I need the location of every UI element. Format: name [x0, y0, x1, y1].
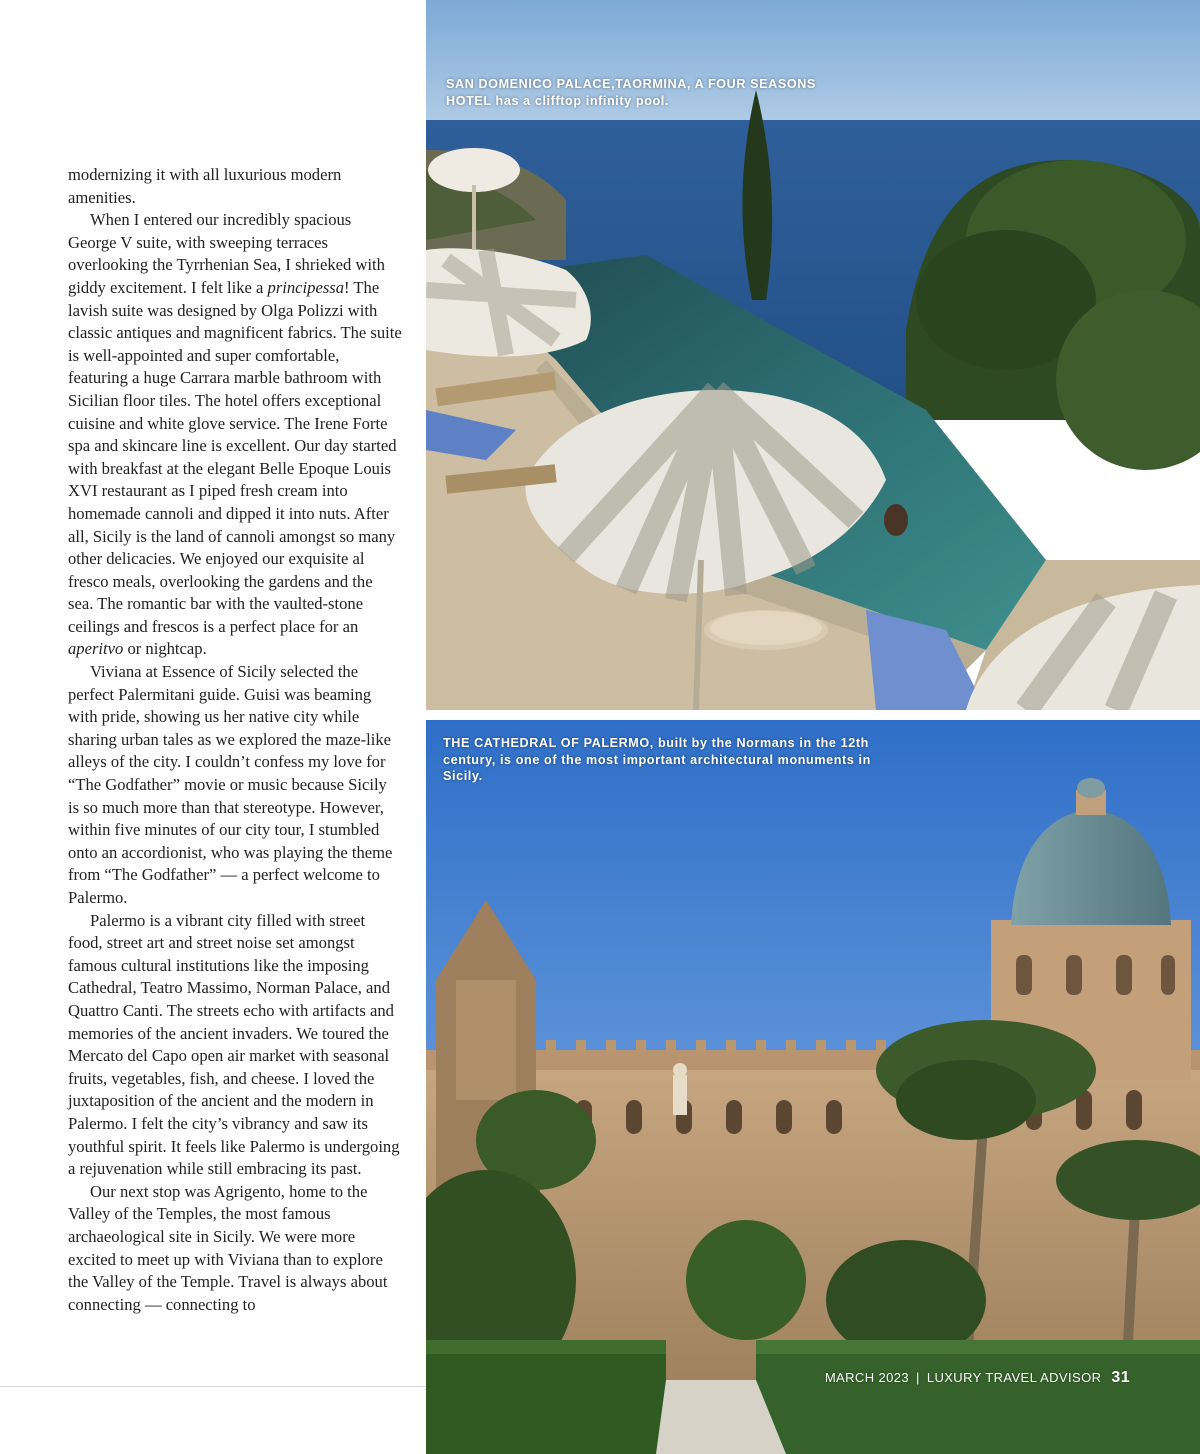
page-folio [825, 1369, 1130, 1387]
caption-pool-lead: SAN DOMENICO PALACE,TAORMINA, A FOUR SEASONS HOTEL [446, 77, 816, 108]
photo-palermo-cathedral [426, 720, 1200, 1454]
article-paragraph [68, 164, 402, 209]
cathedral-illustration [426, 720, 1200, 1454]
article-paragraph [68, 209, 402, 661]
folio-magazine-name: LUXURY TRAVEL ADVISOR [926, 1370, 1102, 1385]
paragraph-text: modernizing it with all luxurious modern amenities. [68, 165, 342, 207]
article-paragraph [68, 1181, 402, 1317]
folio-page-number: 31 [1111, 1369, 1130, 1386]
caption-cathedral-text: built by the Normans in the 12th century, is one of the most important architectural monuments in Sicily. [443, 736, 871, 783]
italic-text: principessa [267, 277, 345, 297]
folio-issue-date: MARCH 2023 [824, 1370, 910, 1385]
folio-separator: | [916, 1370, 920, 1385]
paragraph-text: Viviana at Essence of Sicily selected the perfect Palermitani guide. Guisi was beaming with pride, showing us her native city while sharing urban tales as we explored the maze-like alleys of the city. I couldn’t confess my love for “The Godfather” movie or music because Sicily is so much more than that stereotype. However, within five minutes of our city tour, I stumbled onto an accordionist, who was playing the theme from “The Godfather” — a perfect welcome to Palermo. [68, 662, 393, 907]
article-paragraph [68, 661, 402, 910]
caption-pool-photo [446, 76, 846, 109]
italic-text: aperitvo [68, 639, 124, 659]
caption-pool-text: has a clifftop infinity pool. [491, 93, 669, 108]
caption-cathedral-lead: THE CATHEDRAL OF PALERMO, [443, 736, 654, 750]
caption-cathedral-photo [443, 735, 913, 785]
paragraph-text: Our next stop was Agrigento, home to the Valley of the Temples, the most famous archaeological site in Sicily. We were more excited to meet up with Viviana than to explore the Valley of the Temple. Travel is always about connecting — connecting to [68, 1181, 388, 1314]
paragraph-text: When I entered our incredibly spacious George V suite, with sweeping terraces overlooking the Tyrrhenian Sea, I shrieked with giddy excitement. I felt like a [68, 210, 385, 297]
paragraph-text: ! The lavish suite was designed by Olga Polizzi with classic antiques and magnificent fabrics. The suite is well-appointed and super comfortable, featuring a huge Carrara marble bathroom with Sicilian floor tiles. The hotel offers exceptional cuisine and white glove service. The Irene Forte spa and skincare line is excellent. Our day started with breakfast at the elegant Belle Epoque Louis XVI restaurant as I piped fresh cream into homemade cannoli and dipped it into nuts. After all, Sicily is the land of cannoli amongst so many other delicacies. We enjoyed our exquisite al fresco meals, overlooking the gardens and the sea. The romantic bar with the vaulted-stone ceilings and frescos is a perfect place for an [68, 277, 402, 636]
article-paragraph [68, 910, 402, 1181]
paragraph-text: or nightcap. [123, 639, 207, 659]
paragraph-text: Palermo is a vibrant city filled with street food, street art and street noise set amongst famous cultural institutions like the imposing Cathedral, Teatro Massimo, Norman Palace, and Quattro Canti. The streets echo with artifacts and memories of the ancient invaders. We toured the Mercato del Capo open air market with seasonal fruits, vegetables, fish, and cheese. I loved the juxtaposition of the ancient and the modern in Palermo. I felt the city’s vibrancy and saw its youthful spirit. It feels like Palermo is undergoing a rejuvenation while still embracing its past. [68, 910, 400, 1179]
column-divider-rule [0, 1386, 426, 1387]
article-body-column [68, 164, 402, 1316]
